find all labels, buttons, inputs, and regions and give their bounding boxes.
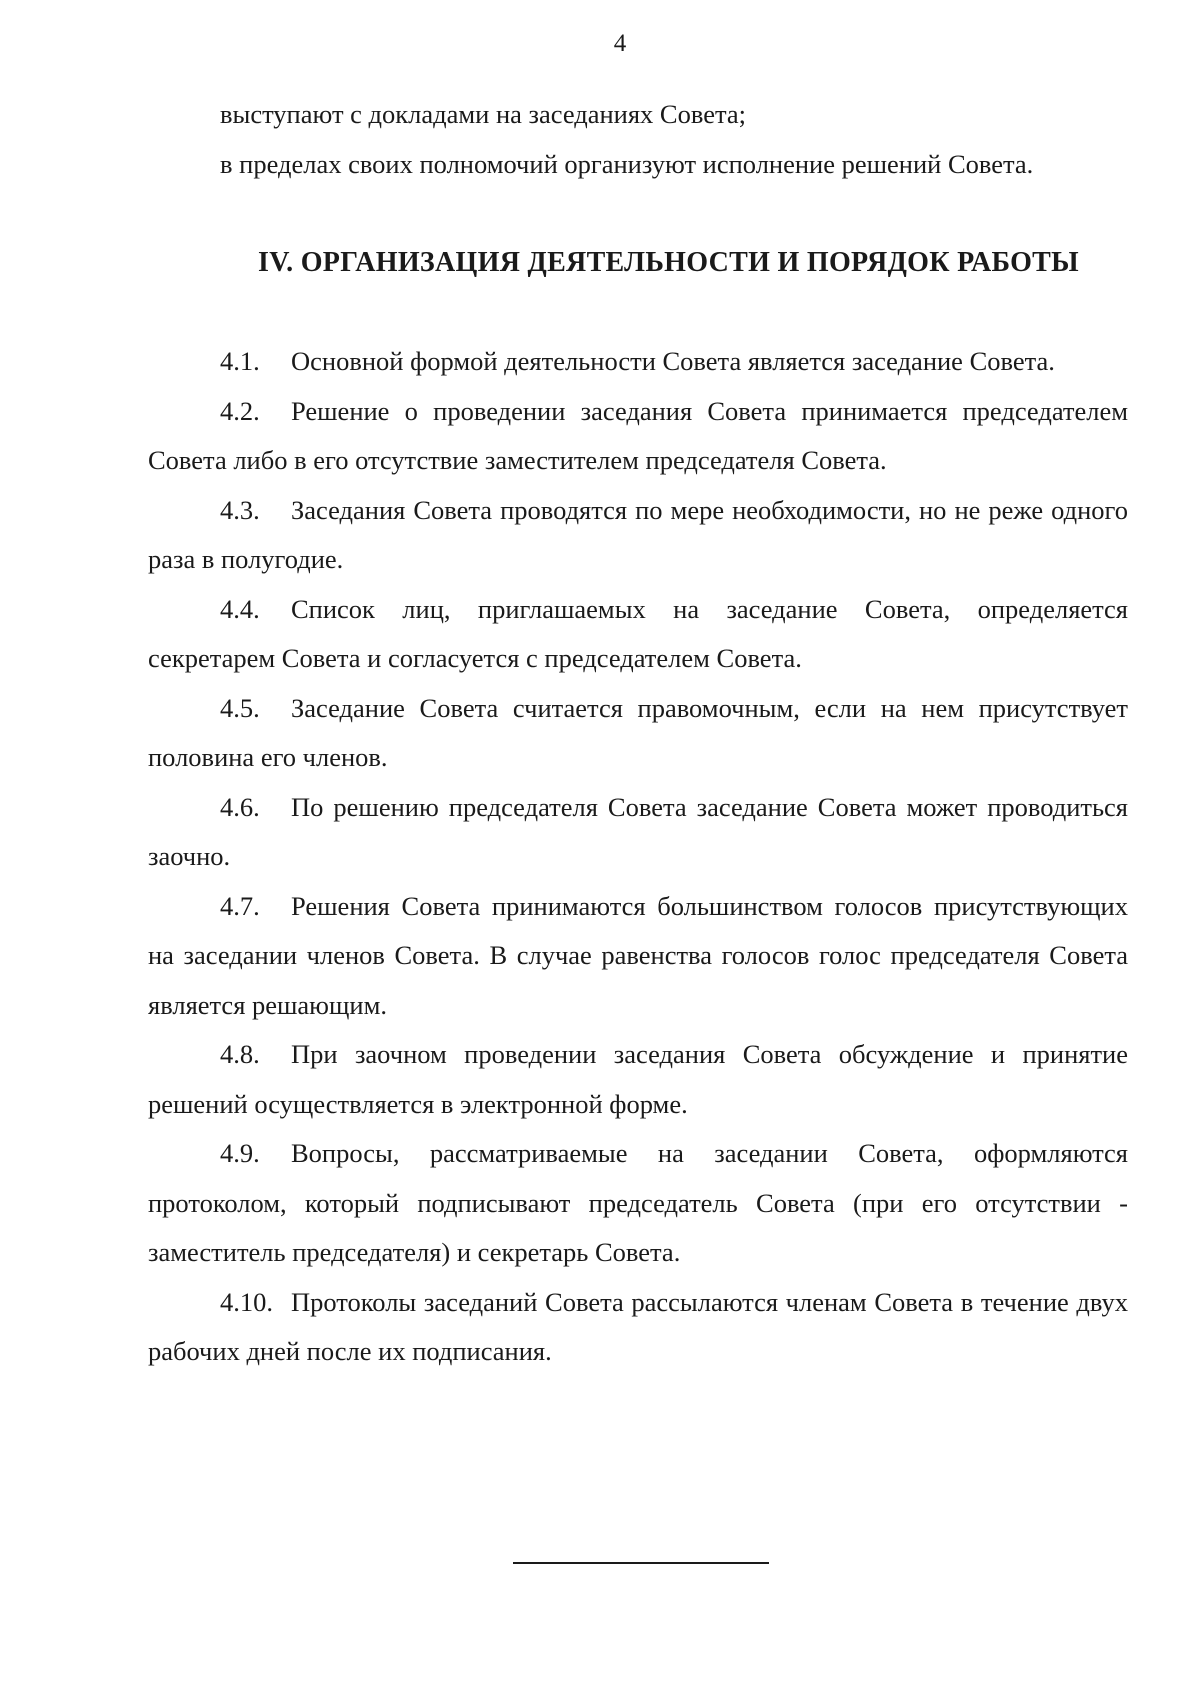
- item-number: 4.10.: [220, 1286, 273, 1317]
- item-number: 4.9.: [220, 1138, 260, 1168]
- list-item: [148, 486, 1128, 585]
- page-number: 4: [613, 30, 627, 57]
- item-number: 4.5.: [220, 692, 260, 723]
- item-text: Протоколы заседаний Совета рассылаются членам Совета в течение двух рабочих дней после их подписания.: [148, 1286, 1128, 1366]
- section-heading: IV. ОРГАНИЗАЦИЯ ДЕЯТЕЛЬНОСТИ И ПОРЯДОК РАБОТЫ: [258, 247, 1079, 278]
- item-text: Список лиц, приглашаемых на заседание Совета, определяется секретарем Совета и согласуется с председателем Совета.: [148, 593, 1128, 673]
- item-number: 4.7.: [220, 890, 260, 921]
- intro-line: выступают с докладами на заседаниях Совета;: [220, 99, 747, 129]
- item-number: 4.6.: [220, 791, 260, 822]
- item-number: 4.4.: [220, 593, 260, 624]
- document-body: [148, 90, 1128, 1377]
- list-item: [148, 585, 1128, 684]
- item-text: Решение о проведении заседания Совета принимается председателем Совета либо в его отсутствие заместителем председателя Совета.: [148, 395, 1128, 475]
- end-divider: [513, 1562, 769, 1564]
- list-item: [148, 684, 1128, 783]
- list-item: [148, 1278, 1128, 1377]
- list-item: [148, 882, 1128, 1031]
- item-text: Заседание Совета считается правомочным, если на нем присутствует половина его членов.: [148, 692, 1128, 772]
- item-text: По решению председателя Совета заседание Совета может проводиться заочно.: [148, 791, 1128, 871]
- list-item: [148, 337, 1128, 387]
- list-item: [148, 1129, 1128, 1278]
- item-text: Заседания Совета проводятся по мере необходимости, но не реже одного раза в полугодие.: [148, 494, 1128, 574]
- item-number: 4.8.: [220, 1039, 260, 1069]
- item-number: 4.3.: [220, 494, 260, 525]
- list-item: [148, 783, 1128, 882]
- item-text: При заочном проведении заседания Совета обсуждение и принятие решений осуществляется в электронной форме.: [148, 1039, 1128, 1119]
- item-text: Решения Совета принимаются большинством голосов присутствующих на заседании членов Совета. В случае равенства голосов голос председателя Совета является решающим.: [148, 890, 1128, 1020]
- item-number: 4.2.: [220, 395, 260, 426]
- list-item: [148, 387, 1128, 486]
- list-item: [148, 1030, 1128, 1129]
- item-text: Основной формой деятельности Совета является заседание Совета.: [291, 346, 1055, 376]
- intro-line: в пределах своих полномочий организуют исполнение решений Совета.: [220, 148, 1034, 179]
- item-number: 4.1.: [220, 346, 260, 376]
- item-text: Вопросы, рассматриваемые на заседании Совета, оформляются протоколом, который подписывают председатель Совета (при его отсутствии - заместитель председателя) и секретарь Совета.: [148, 1138, 1128, 1267]
